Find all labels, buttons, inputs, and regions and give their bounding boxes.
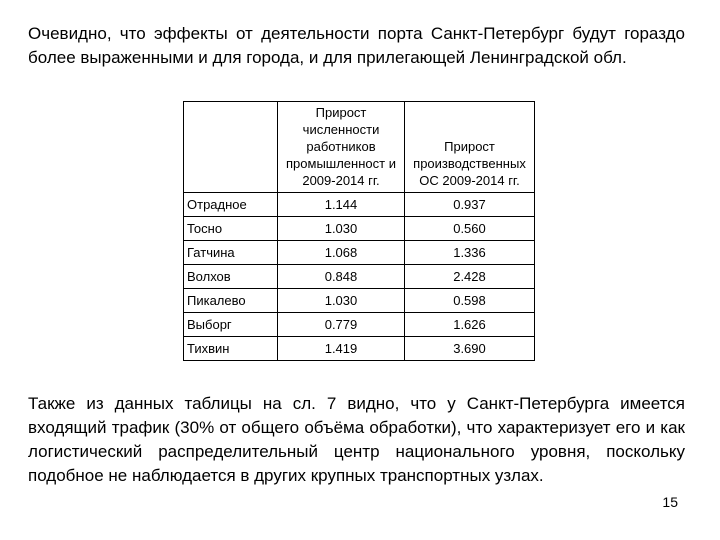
header-city [184,102,278,193]
cell-city: Гатчина [184,241,278,265]
conclusion-paragraph: Также из данных таблицы на сл. 7 видно, что у Санкт-Петербурга имеется входящий трафик (30% от общего объёма обработки), что характеризует его и как логистический распределительный центр национального уровня, поскольку подобное не наблюдается в других крупных транспортных узлах. [28,394,685,485]
cell-city: Волхов [184,265,278,289]
page-number: 15 [662,494,678,510]
cell-workers-growth: 0.779 [278,313,405,337]
table-row [184,241,535,265]
cell-workers-growth: 0.848 [278,265,405,289]
cell-city: Пикалево [184,289,278,313]
table-row [184,265,535,289]
table-row [184,193,535,217]
cell-workers-growth: 1.030 [278,217,405,241]
cell-assets-growth: 1.626 [405,313,535,337]
cell-city: Тихвин [184,337,278,361]
cell-city: Выборг [184,313,278,337]
cell-assets-growth: 0.598 [405,289,535,313]
growth-table [183,101,535,361]
header-workers-growth: Прирост численности работников промышленност и 2009-2014 гг. [278,102,405,193]
cell-assets-growth: 3.690 [405,337,535,361]
cell-city: Тосно [184,217,278,241]
cell-workers-growth: 1.144 [278,193,405,217]
table-row [184,289,535,313]
cell-city: Отрадное [184,193,278,217]
table-row [184,337,535,361]
intro-paragraph: Очевидно, что эффекты от деятельности порта Санкт-Петербург будут гораздо более выраженными и для города, и для прилегающей Ленинградской обл. [28,24,685,67]
cell-workers-growth: 1.419 [278,337,405,361]
header-assets-growth: Прирост производственных ОС 2009-2014 гг. [405,102,535,193]
cell-assets-growth: 1.336 [405,241,535,265]
cell-assets-growth: 2.428 [405,265,535,289]
table-header-row [184,102,535,193]
cell-assets-growth: 0.560 [405,217,535,241]
cell-assets-growth: 0.937 [405,193,535,217]
table-row [184,313,535,337]
table-row [184,217,535,241]
cell-workers-growth: 1.068 [278,241,405,265]
cell-workers-growth: 1.030 [278,289,405,313]
